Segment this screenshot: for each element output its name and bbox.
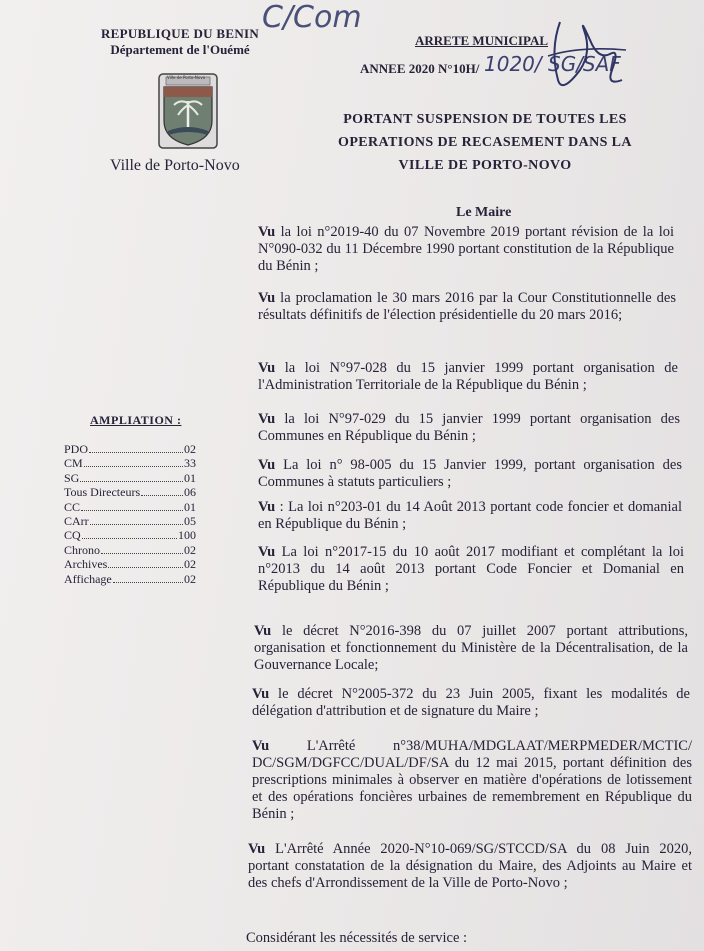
arrete-handwritten-number: 1020/ SG/SAF	[484, 52, 621, 76]
vu-paragraph: Vu la loi N°97-028 du 15 janvier 1999 portant organisation de l'Administration Territoriale de la République du Bénin ;	[258, 360, 678, 393]
ampliation-title: AMPLIATION :	[90, 413, 182, 427]
city-crest-icon	[158, 73, 218, 149]
vu-paragraph: Vu La loi n° 98-005 du 15 Janvier 1999, portant organisation des Communes à statuts particuliers ;	[258, 457, 682, 490]
ampliation-row: Affichage 02	[64, 571, 196, 586]
city-name: Ville de Porto-Novo	[110, 157, 240, 174]
ampliation-row: Tous Directeurs 06	[64, 485, 196, 500]
vu-paragraph: Vu la proclamation le 30 mars 2016 par la Cour Constitutionnelle des résultats définitifs de l'élection présidentielle du 20 mars 2016;	[258, 290, 676, 323]
ampliation-row: CC 01	[64, 499, 196, 514]
header-left	[70, 26, 290, 58]
ampliation-row: Chrono 02	[64, 542, 196, 557]
ampliation-row: SG 01	[64, 470, 196, 485]
signature-icon	[540, 10, 630, 100]
ampliation-row: CM 33	[64, 456, 196, 471]
handwritten-annotation: C/Com	[262, 0, 362, 35]
crest-caption: Ville de Porto-Novo	[167, 75, 206, 80]
ampliation-row: CQ 100	[64, 528, 196, 543]
ampliation-row: PDO 02	[64, 442, 196, 456]
considerant-line: Considérant les nécessités de service :	[246, 930, 468, 946]
title-line: PORTANT SUSPENSION DE TOUTES LES	[343, 112, 627, 127]
vu-paragraph: Vu : La loi n°203-01 du 14 Août 2013 portant code foncier et domanial en République du Bénin ;	[258, 499, 682, 532]
ampliation-list	[64, 442, 196, 586]
vu-paragraph: Vu la loi N°97-029 du 15 janvier 1999 portant organisation des Communes en République du Bénin ;	[258, 411, 680, 444]
ampliation-row: Archives 02	[64, 557, 196, 572]
arrete-type: ARRETE MUNICIPAL	[415, 33, 549, 48]
vu-paragraph: Vu L'Arrêté Année 2020-N°10-069/SG/STCCD/SA du 08 Juin 2020, portant constatation de la désignation du Maire, des Adjoints au Maire et des chefs d'Arrondissement de la Ville de Porto-Novo ;	[248, 841, 692, 891]
vu-paragraph: Vu la loi n°2019-40 du 07 Novembre 2019 portant révision de la loi N°090-032 du 11 Décembre 1990 portant constitution de la République du Bénin ;	[258, 224, 674, 274]
vu-paragraph: Vu L'Arrêté n°38/MUHA/MDGLAAT/MERPMEDER/MCTIC/ DC/SGM/DGFCC/DUAL/DF/SA du 12 mai 2015, portant définition des prescriptions minimales à observer en matière d'opérations de lotissement et des opérations foncières urbaines de remembrement en République du Bénin ;	[252, 738, 692, 822]
arrete-title	[320, 108, 650, 177]
vu-paragraph: Vu La loi n°2017-15 du 10 août 2017 modifiant et complétant la loi n°2013 du 14 août 2013 portant Code Foncier et Domanial en République du Bénin ;	[258, 544, 684, 594]
title-line: OPERATIONS DE RECASEMENT DANS LA	[338, 135, 632, 150]
republic-name: REPUBLIQUE DU BENIN	[100, 26, 260, 41]
ampliation-row: CArr 05	[64, 514, 196, 529]
department-name: Département de l'Ouémé	[110, 42, 250, 57]
arrete-reference: ANNEE 2020 N°10H/	[360, 61, 480, 76]
title-line: VILLE DE PORTO-NOVO	[398, 158, 572, 173]
le-maire-heading: Le Maire	[456, 205, 512, 220]
vu-paragraph: Vu le décret N°2016-398 du 07 juillet 2007 portant attributions, organisation et fonctionnement du Ministère de la Décentralisation, de la Gouvernance Locale;	[254, 623, 688, 673]
vu-paragraph: Vu le décret N°2005-372 du 23 Juin 2005, fixant les modalités de délégation d'attribution et de signature du Maire ;	[252, 686, 690, 719]
